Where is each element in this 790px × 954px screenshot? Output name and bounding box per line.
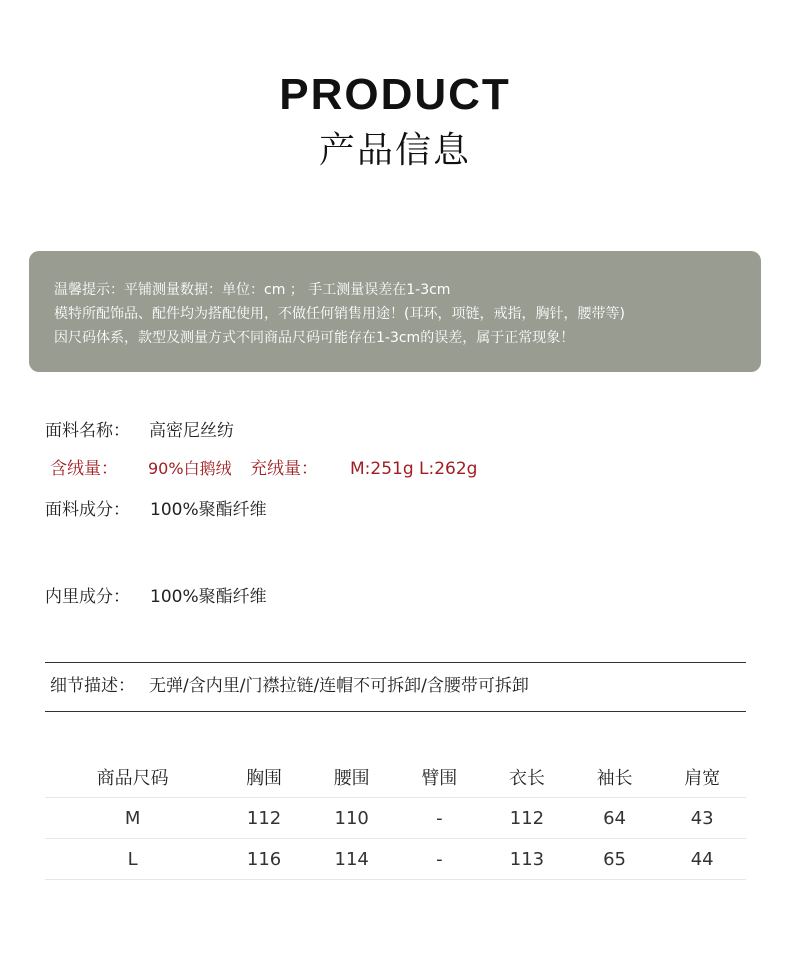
divider: [45, 711, 746, 712]
lining-composition-row: [45, 585, 267, 609]
table-row: [45, 798, 746, 839]
table-cell: 116: [220, 839, 308, 880]
notice-line: 模特所配饰品、配件均为搭配使用，不做任何销售用途！(耳环，项链，戒指，胸针，腰带等): [54, 306, 625, 322]
header-cell: 衣长: [483, 757, 571, 798]
header-cell: 商品尺码: [45, 757, 220, 798]
fabric-composition-value: 100%聚酯纤维: [150, 500, 267, 520]
fabric-name-value: 高密尼丝纺: [149, 421, 234, 441]
notice-line: 温馨提示：平铺测量数据：单位：cm ； 手工测量误差在1-3cm: [54, 282, 451, 298]
page-title-en: PRODUCT: [279, 70, 511, 119]
table-cell: -: [396, 798, 484, 839]
fabric-composition-label: 面料成分：: [45, 500, 130, 520]
table-cell: M: [45, 798, 220, 839]
fill-amount-label: 充绒量：: [250, 459, 318, 479]
lining-composition-label: 内里成分：: [45, 587, 130, 607]
size-table-header: [45, 757, 746, 798]
table-cell: 114: [308, 839, 396, 880]
divider: [45, 662, 746, 663]
table-cell: 110: [308, 798, 396, 839]
notice-box: [29, 251, 761, 372]
header-cell: 肩宽: [658, 757, 746, 798]
details-value: 无弹/含内里/门襟拉链/连帽不可拆卸/含腰带可拆卸: [149, 676, 529, 696]
table-cell: 112: [483, 798, 571, 839]
size-table: [45, 757, 746, 880]
table-cell: -: [396, 839, 484, 880]
header-cell: 袖长: [571, 757, 659, 798]
down-row: [50, 457, 477, 481]
header-cell: 腰围: [308, 757, 396, 798]
details-label: 细节描述：: [50, 676, 135, 696]
fabric-name-label: 面料名称：: [45, 421, 130, 441]
header-cell: 臂围: [396, 757, 484, 798]
lining-composition-value: 100%聚酯纤维: [150, 587, 267, 607]
down-content-value: 90%白鹅绒: [148, 459, 232, 478]
table-cell: 113: [483, 839, 571, 880]
table-cell: 43: [658, 798, 746, 839]
down-content-label: 含绒量：: [50, 459, 118, 479]
table-cell: 44: [658, 839, 746, 880]
header-cell: 胸围: [220, 757, 308, 798]
table-cell: L: [45, 839, 220, 880]
fabric-name-row: [45, 419, 234, 443]
table-cell: 64: [571, 798, 659, 839]
fabric-composition-row: [45, 498, 267, 522]
table-row: [45, 839, 746, 880]
table-cell: 65: [571, 839, 659, 880]
notice-line: 因尺码体系，款型及测量方式不同商品尺码可能存在1-3cm的误差，属于正常现象！: [54, 330, 575, 346]
page-title-cn: 产品信息: [318, 130, 471, 171]
table-cell: 112: [220, 798, 308, 839]
fill-amount-value: M:251g L:262g: [350, 459, 478, 479]
details-row: [50, 674, 529, 698]
